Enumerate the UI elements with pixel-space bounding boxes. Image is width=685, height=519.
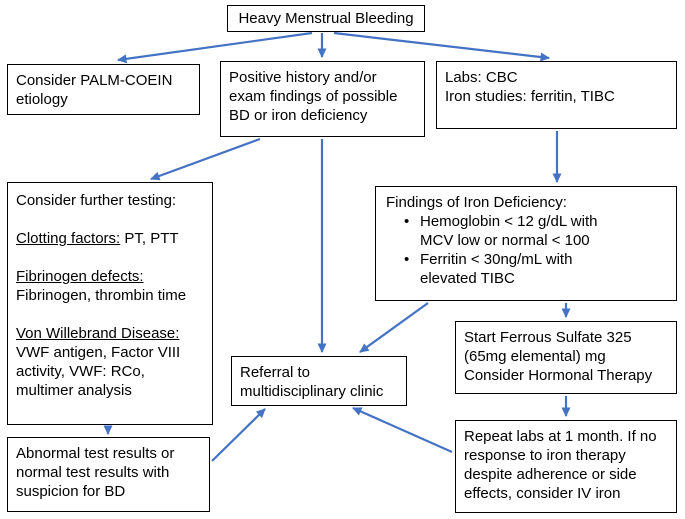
further-testing-title: Consider further testing: [16, 192, 177, 209]
node-iron-deficiency-findings [375, 186, 677, 301]
node-heavy-menstrual-bleeding [227, 5, 425, 32]
node-palm-coein-label: Consider PALM-COEIN etiology [16, 72, 173, 108]
iron-findings-bullet1: Hemoglobin < 12 g/dL with MCV low or normal < 100 [420, 213, 598, 249]
node-positive-history-label: Positive history and/or exam findings of possible BD or iron deficiency [229, 69, 398, 124]
list-item [404, 212, 628, 250]
node-labs-line1: Labs: CBC [445, 69, 518, 86]
arrow-hmb-to-palm-coein [118, 33, 312, 60]
arrow-history-to-further-testing [151, 139, 260, 179]
iron-findings-bullet2: Ferritin < 30ng/mL with elevated TIBC [420, 251, 573, 287]
node-referral-clinic-label: Referral to multidisciplinary clinic [240, 364, 384, 400]
node-repeat-labs [455, 420, 677, 513]
node-ferrous-sulfate [455, 321, 677, 394]
further-testing-fibrinogen [16, 267, 204, 305]
node-abnormal-results [7, 437, 210, 512]
fibrinogen-defects-heading: Fibrinogen defects: [16, 268, 144, 285]
iron-findings-list [386, 212, 666, 288]
node-ferrous-sulfate-label: Start Ferrous Sulfate 325 (65mg elemental) mg Consider Hormonal Therapy [464, 329, 653, 384]
clotting-factors-tests: PT, PTT [120, 230, 179, 247]
node-heavy-menstrual-bleeding-label: Heavy Menstrual Bleeding [238, 10, 414, 27]
node-labs-line2: Iron studies: ferritin, TIBC [445, 88, 615, 105]
fibrinogen-defects-tests: Fibrinogen, thrombin time [16, 287, 187, 304]
arrow-repeat-labs-to-referral [353, 408, 452, 452]
node-labs [436, 61, 677, 129]
von-willebrand-heading: Von Willebrand Disease: [16, 325, 180, 342]
further-testing-clotting [16, 229, 204, 248]
node-palm-coein [7, 64, 200, 115]
node-abnormal-results-label: Abnormal test results or normal test results with suspicion for BD [16, 445, 175, 500]
arrow-abnormal-to-referral [212, 409, 265, 461]
iron-findings-title: Findings of Iron Deficiency: [386, 194, 567, 211]
von-willebrand-tests: VWF antigen, Factor VIII activity, VWF: RCo, multimer analysis [16, 344, 181, 399]
node-positive-history [220, 61, 425, 137]
list-item [404, 250, 628, 288]
arrow-hmb-to-labs [334, 33, 549, 58]
node-further-testing [7, 182, 213, 425]
clotting-factors-heading: Clotting factors: [16, 230, 121, 247]
bullet-icon: • [404, 251, 410, 268]
node-repeat-labs-label: Repeat labs at 1 month. If no response to iron therapy despite adherence or side effects, consider IV iron [464, 428, 657, 502]
arrow-iron-findings-to-referral [360, 303, 428, 352]
node-referral-clinic [231, 356, 407, 406]
bullet-icon: • [404, 213, 410, 230]
further-testing-vwd [16, 324, 204, 400]
